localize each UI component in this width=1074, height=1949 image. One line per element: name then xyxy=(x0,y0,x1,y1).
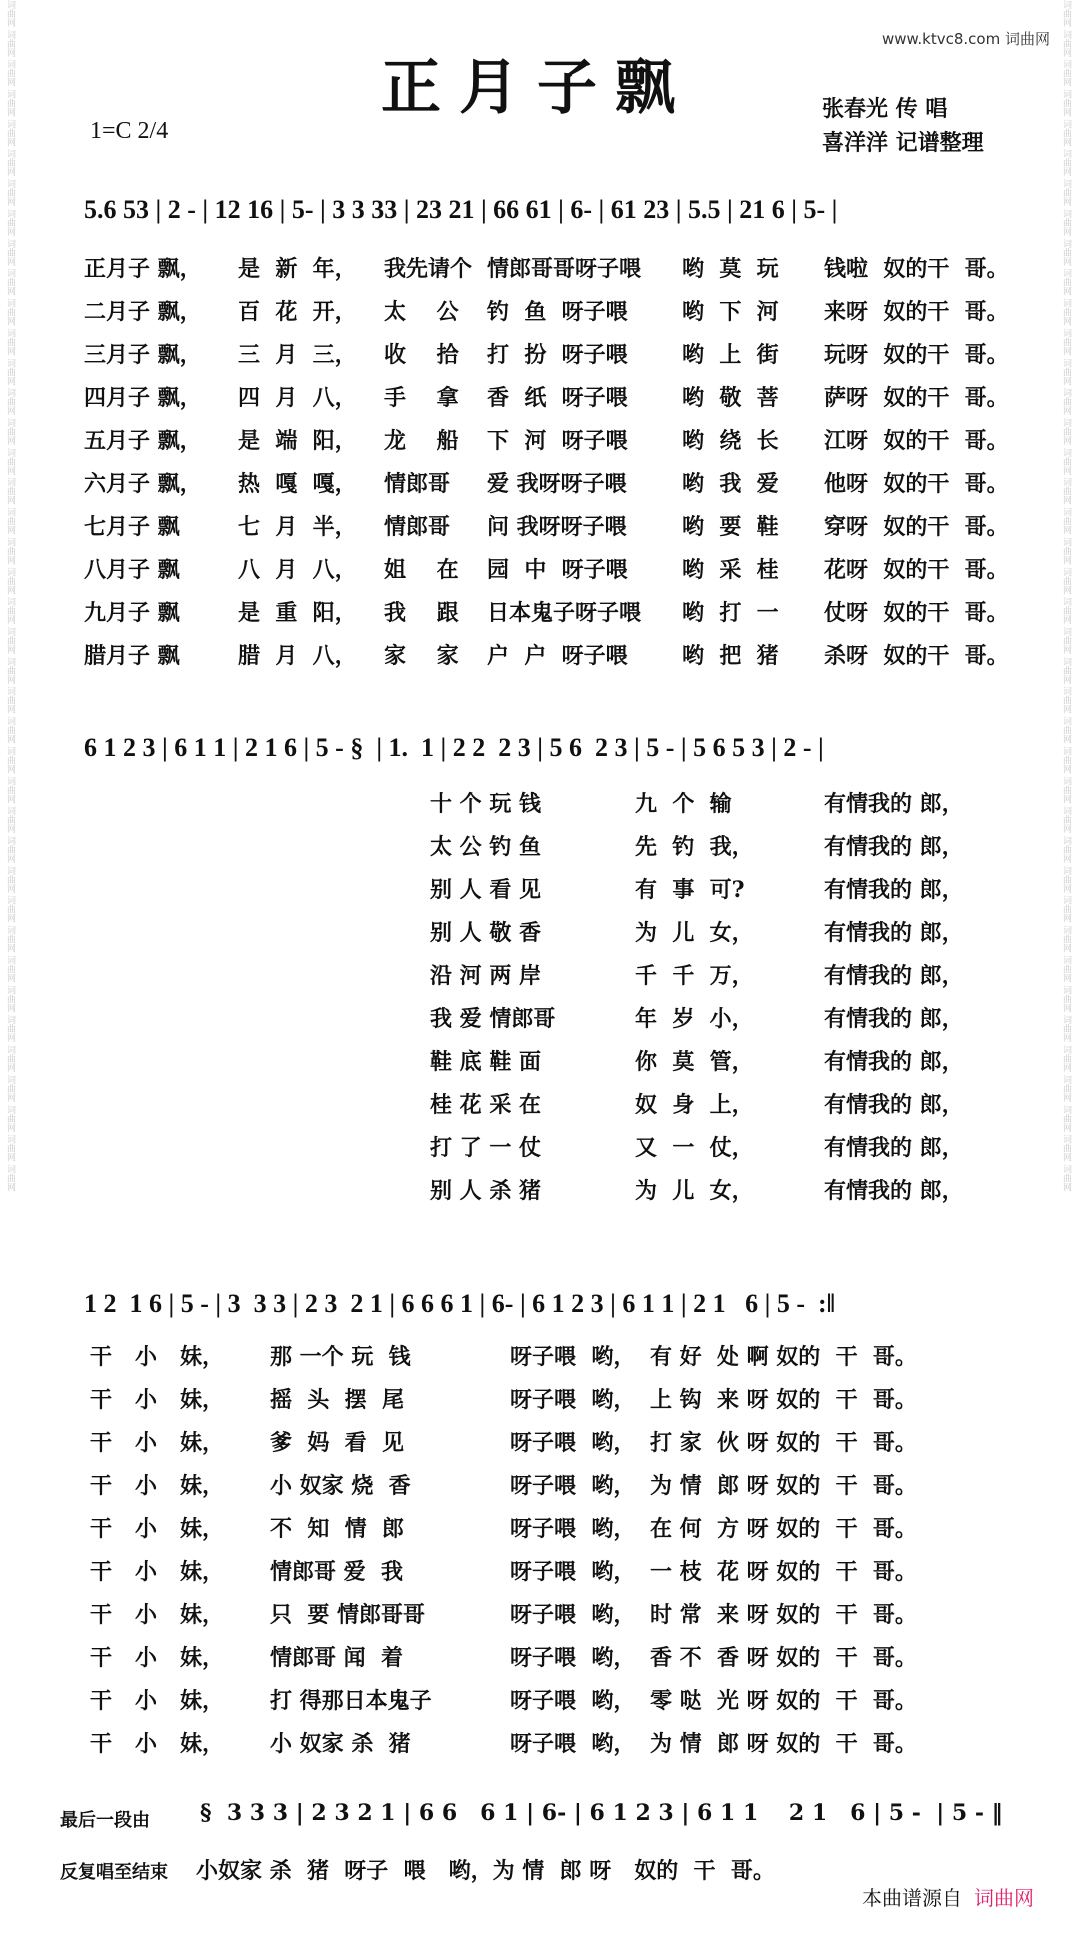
watermark-right: 词曲网 词曲网 词曲网 词曲网 词曲网 词曲网 词曲网 词曲网 词曲网 词曲网 词曲网 词曲网 词曲网 词曲网 词曲网 词曲网 词曲网 词曲网 词曲网 词曲网 词曲网 词曲网 词曲网 词曲网 词曲网 词曲网 词曲网 词曲网 词曲网 词曲网 词曲网 词曲网 词曲网 词曲网 词曲网 词曲网 词曲网 词曲网 词曲网 词曲网 xyxy=(1061,0,1071,1192)
lyric-cell: 是 端 阳， xyxy=(238,428,357,454)
lyric-cell: 呀子喂 哟， xyxy=(510,1645,636,1671)
lyric-cell: 别 人 敬 香 xyxy=(430,920,541,946)
lyric-cell: 哟 把 猪 xyxy=(682,643,779,669)
lyric-cell: 三月子 飘， xyxy=(84,342,202,368)
lyric-cell: 有情我的 郎， xyxy=(824,920,964,946)
lyric-cell: 哟 采 桂 xyxy=(682,557,779,583)
source-note xyxy=(862,1882,1034,1911)
lyric-cell: 问 我呀呀子喂 xyxy=(487,514,627,540)
lyric-cell: 二月子 飘， xyxy=(84,299,202,325)
lyric-cell: 我 跟 xyxy=(384,600,459,626)
lyric-cell: 哟 莫 玩 xyxy=(682,256,779,282)
lyric-cell: 钱啦 奴的干 哥。 xyxy=(824,256,1009,282)
lyric-cell: 日本鬼子呀子喂 xyxy=(487,600,642,626)
lyric-cell: 打 家 伙 呀 奴的 干 哥。 xyxy=(650,1430,917,1456)
lyric-cell: 为 情 郎 呀 奴的 干 哥。 xyxy=(650,1731,917,1757)
lyric-cell: 在 何 方 呀 奴的 干 哥。 xyxy=(650,1516,917,1542)
lyric-cell: 正月子 飘， xyxy=(84,256,202,282)
lyric-cell: 下 河 呀子喂 xyxy=(487,428,628,454)
lyric-cell: 五月子 飘， xyxy=(84,428,202,454)
lyric-cell: 三 月 三， xyxy=(238,342,357,368)
lyric-cell: 鞋 底 鞋 面 xyxy=(430,1049,541,1075)
lyric-cell: 有情我的 郎， xyxy=(824,877,964,903)
lyric-cell: 干 小 妹， xyxy=(90,1731,224,1757)
lyric-cell: 有情我的 郎， xyxy=(824,1006,964,1032)
lyric-cell: 哟 敬 菩 xyxy=(682,385,779,411)
lyric-cell: 香 纸 呀子喂 xyxy=(487,385,628,411)
lyric-cell: 先 钓 我， xyxy=(635,834,754,860)
lyric-cell: 七 月 半， xyxy=(238,514,357,540)
lyric-cell: 八月子 飘 xyxy=(84,557,180,583)
lyric-cell: 十 个 玩 钱 xyxy=(430,791,541,817)
lyric-cell: 是 新 年， xyxy=(238,256,357,282)
lyric-cell: 爹 妈 看 见 xyxy=(270,1430,404,1456)
lyric-cell: 是 重 阳， xyxy=(238,600,357,626)
lyric-cell: 千 千 万， xyxy=(635,963,754,989)
lyric-cell: 你 莫 管， xyxy=(635,1049,754,1075)
lyric-cell: 爱 我呀呀子喂 xyxy=(487,471,627,497)
lyric-cell: 手 拿 xyxy=(384,385,459,411)
lyric-cell: 为 儿 女， xyxy=(635,920,754,946)
lyric-cell: 干 小 妹， xyxy=(90,1344,224,1370)
lyric-cell: 为 情 郎 呀 奴的 干 哥。 xyxy=(650,1473,917,1499)
lyric-cell: 情郎哥 闻 着 xyxy=(270,1645,403,1671)
lyric-cell: 情郎哥 xyxy=(384,471,451,497)
lyric-cell: 别 人 杀 猪 xyxy=(430,1178,541,1204)
lyric-cell: 太 公 钓 鱼 xyxy=(430,834,541,860)
lyric-cell: 哟 打 一 xyxy=(682,600,779,626)
lyric-cell: 百 花 开， xyxy=(238,299,357,325)
lyric-cell: 桂 花 采 在 xyxy=(430,1092,541,1118)
lyric-cell: 干 小 妹， xyxy=(90,1559,224,1585)
lyric-cell: 小 奴家 烧 香 xyxy=(270,1473,411,1499)
lyric-cell: 呀子喂 哟， xyxy=(510,1731,636,1757)
section2-melody: 6 1 2 3 | 6 1 1 | 2 1 6 | 5 - § | 1. 1 | 2 2 2 3 | 5 6 2 3 | 5 - | 5 6 5 3 | 2 - | xyxy=(84,733,824,762)
lyric-cell: 九 个 输 xyxy=(635,791,732,817)
lyric-cell: 杀呀 奴的干 哥。 xyxy=(824,643,1009,669)
lyric-cell: 我先请个 xyxy=(384,256,473,282)
footer-label-1: 最后一段由 xyxy=(60,1810,150,1831)
lyric-cell: 不 知 情 郎 xyxy=(270,1516,404,1542)
lyric-cell: 太 公 xyxy=(384,299,459,325)
lyric-cell: 干 小 妹， xyxy=(90,1516,224,1542)
lyric-cell: 别 人 看 见 xyxy=(430,877,541,903)
lyric-cell: 萨呀 奴的干 哥。 xyxy=(824,385,1009,411)
watermark-left: 词曲网 词曲网 词曲网 词曲网 词曲网 词曲网 词曲网 词曲网 词曲网 词曲网 词曲网 词曲网 词曲网 词曲网 词曲网 词曲网 词曲网 词曲网 词曲网 词曲网 词曲网 词曲网 词曲网 词曲网 词曲网 词曲网 词曲网 词曲网 词曲网 词曲网 词曲网 词曲网 词曲网 词曲网 词曲网 词曲网 词曲网 词曲网 词曲网 词曲网 xyxy=(5,0,15,1192)
lyric-cell: 干 小 妹， xyxy=(90,1602,224,1628)
lyric-cell: 哟 我 爱 xyxy=(682,471,779,497)
lyric-cell: 情郎哥 xyxy=(384,514,451,540)
lyric-cell: 那 一个 玩 钱 xyxy=(270,1344,411,1370)
lyric-cell: 家 家 xyxy=(384,643,459,669)
lyric-cell: 钓 鱼 呀子喂 xyxy=(487,299,628,325)
lyric-cell: 呀子喂 哟， xyxy=(510,1344,636,1370)
lyric-cell: 干 小 妹， xyxy=(90,1645,224,1671)
lyric-cell: 龙 船 xyxy=(384,428,459,454)
lyric-cell: 年 岁 小， xyxy=(635,1006,754,1032)
lyric-cell: 六月子 飘， xyxy=(84,471,202,497)
lyric-cell: 呀子喂 哟， xyxy=(510,1473,636,1499)
lyric-cell: 摇 头 摆 尾 xyxy=(270,1387,404,1413)
lyric-cell: 沿 河 两 岸 xyxy=(430,963,541,989)
lyric-cell: 腊月子 飘 xyxy=(84,643,180,669)
lyric-cell: 我 爱 情郎哥 xyxy=(430,1006,556,1032)
lyric-cell: 户 户 呀子喂 xyxy=(487,643,628,669)
lyric-cell: 有情我的 郎， xyxy=(824,1178,964,1204)
lyric-cell: 仗呀 奴的干 哥。 xyxy=(824,600,1009,626)
lyric-cell: 园 中 呀子喂 xyxy=(487,557,628,583)
lyric-cell: 上 钩 来 呀 奴的 干 哥。 xyxy=(650,1387,917,1413)
lyric-cell: 哟 要 鞋 xyxy=(682,514,779,540)
lyric-cell: 四 月 八， xyxy=(238,385,357,411)
lyric-cell: 姐 在 xyxy=(384,557,459,583)
lyric-cell: 小 奴家 杀 猪 xyxy=(270,1731,411,1757)
lyric-cell: 呀子喂 哟， xyxy=(510,1516,636,1542)
lyric-cell: 他呀 奴的干 哥。 xyxy=(824,471,1009,497)
lyric-cell: 有情我的 郎， xyxy=(824,834,964,860)
site-url: www.ktvc8.com 词曲网 xyxy=(881,30,1050,48)
lyric-cell: 打 扮 呀子喂 xyxy=(487,342,628,368)
lyric-cell: 有情我的 郎， xyxy=(824,1092,964,1118)
lyric-cell: 有情我的 郎， xyxy=(824,1135,964,1161)
source-brand: 词曲网 xyxy=(974,1886,1034,1910)
lyric-cell: 花呀 奴的干 哥。 xyxy=(824,557,1009,583)
lyric-cell: 呀子喂 哟， xyxy=(510,1559,636,1585)
lyric-cell: 香 不 香 呀 奴的 干 哥。 xyxy=(650,1645,917,1671)
lyric-cell: 干 小 妹， xyxy=(90,1387,224,1413)
lyric-cell: 为 儿 女， xyxy=(635,1178,754,1204)
lyric-cell: 又 一 仗， xyxy=(635,1135,754,1161)
lyric-cell: 来呀 奴的干 哥。 xyxy=(824,299,1009,325)
lyric-cell: 玩呀 奴的干 哥。 xyxy=(824,342,1009,368)
lyric-cell: 呀子喂 哟， xyxy=(510,1430,636,1456)
lyric-cell: 江呀 奴的干 哥。 xyxy=(824,428,1009,454)
lyric-cell: 腊 月 八， xyxy=(238,643,357,669)
lyric-cell: 穿呀 奴的干 哥。 xyxy=(824,514,1009,540)
lyric-cell: 四月子 飘， xyxy=(84,385,202,411)
lyric-cell: 呀子喂 哟， xyxy=(510,1688,636,1714)
lyric-cell: 零 哒 光 呀 奴的 干 哥。 xyxy=(650,1688,917,1714)
section3-melody: 1 2 1 6 | 5 - | 3 3 3 | 2 3 2 1 | 6 6 6 1 | 6- | 6 1 2 3 | 6 1 1 | 2 1 6 | 5 - :‖ xyxy=(84,1289,836,1318)
lyric-cell: 八 月 八， xyxy=(238,557,357,583)
footer-lyric: 小奴家 杀 猪 呀子 喂 哟，为 情 郎 呀 奴的 干 哥。 xyxy=(196,1858,775,1884)
lyric-cell: 打 得那日本鬼子 xyxy=(270,1688,432,1714)
lyric-cell: 打 了 一 仗 xyxy=(430,1135,541,1161)
section1-melody: 5.6 53 | 2 - | 12 16 | 5- | 3 3 33 | 23 21 | 66 61 | 6- | 61 23 | 5.5 | 21 6 | 5- | xyxy=(84,195,838,224)
lyric-cell: 有情我的 郎， xyxy=(824,963,964,989)
lyric-cell: 呀子喂 哟， xyxy=(510,1602,636,1628)
footer-melody: § 3 3 3 | 2 3 2 1 | 6 6 6 1 | 6- | 6 1 2 3 | 6 1 1 2 1 6 | 5 - | 5 - ‖ xyxy=(200,1800,1003,1826)
lyric-cell: 收 拾 xyxy=(384,342,459,368)
lyric-cell: 热 嘎 嘎， xyxy=(238,471,357,497)
lyric-cell: 只 要 情郎哥哥 xyxy=(270,1602,425,1628)
credit-singer: 张春光 传 唱 xyxy=(822,96,948,122)
lyric-cell: 时 常 来 呀 奴的 干 哥。 xyxy=(650,1602,917,1628)
credit-transcriber: 喜洋洋 记谱整理 xyxy=(822,130,984,156)
lyric-cell: 有情我的 郎， xyxy=(824,791,964,817)
lyric-cell: 干 小 妹， xyxy=(90,1688,224,1714)
lyric-cell: 哟 下 河 xyxy=(682,299,779,325)
lyric-cell: 情郎哥哥呀子喂 xyxy=(487,256,642,282)
lyric-cell: 哟 绕 长 xyxy=(682,428,779,454)
key-signature: 1=C 2/4 xyxy=(90,118,169,144)
lyric-cell: 奴 身 上， xyxy=(635,1092,754,1118)
page-title: 正月子飘 xyxy=(381,53,693,123)
lyric-cell: 九月子 飘 xyxy=(84,600,180,626)
lyric-cell: 情郎哥 爱 我 xyxy=(270,1559,403,1585)
lyric-cell: 呀子喂 哟， xyxy=(510,1387,636,1413)
lyric-cell: 哟 上 街 xyxy=(682,342,779,368)
lyric-cell: 七月子 飘 xyxy=(84,514,180,540)
lyric-cell: 有 好 处 啊 奴的 干 哥。 xyxy=(650,1344,917,1370)
lyric-cell: 一 枝 花 呀 奴的 干 哥。 xyxy=(650,1559,917,1585)
lyric-cell: 干 小 妹， xyxy=(90,1473,224,1499)
footer-label-2: 反复唱至结束 xyxy=(60,1862,168,1883)
lyric-cell: 有 事 可? xyxy=(635,877,745,903)
lyric-cell: 干 小 妹， xyxy=(90,1430,224,1456)
lyric-cell: 有情我的 郎， xyxy=(824,1049,964,1075)
source-text: 本曲谱源自 xyxy=(862,1886,962,1910)
